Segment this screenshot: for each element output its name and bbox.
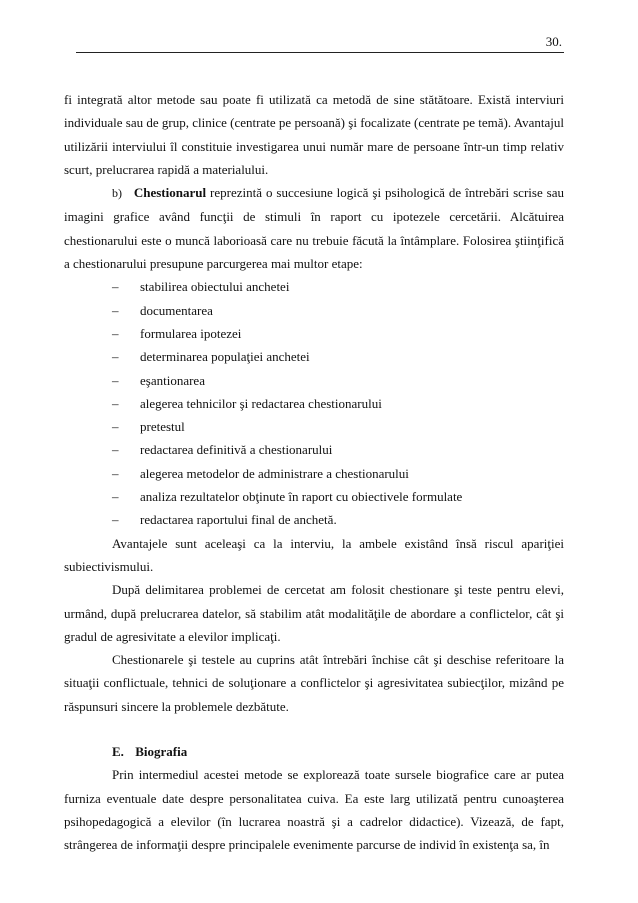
list-dash: – [112, 489, 119, 505]
list-item [64, 345, 564, 368]
section-number: E. [112, 744, 124, 760]
list-item [64, 415, 564, 438]
page-number: 30. [545, 34, 562, 49]
list-dash: – [112, 279, 119, 295]
list-item [64, 462, 564, 485]
paragraph-biografia: Prin intermediul acestei metode se explorează toate sursele biografice care ar putea furniza eventuale date despre personalitatea cuiva. Ea este larg utilizată pentru cunoaşterea psihopedagogică a elevilor (în lucrarea noastră şi a cadrelor didactice). Vizează, de fapt, strângerea de informaţii despre principalele evenimente parcurse de individ în existenţa sa, în [64, 767, 564, 853]
list-dash: – [112, 512, 119, 528]
paragraph-avantaje: Avantajele sunt aceleaşi ca la interviu, la ambele existând însă riscul apariţiei subiectivismului. [64, 535, 564, 574]
list-item [64, 392, 564, 415]
list-item-text: redactarea raportului final de anchetă. [140, 512, 337, 528]
list-item [64, 275, 564, 298]
paragraph-chestionar [64, 181, 564, 275]
paragraph-interviu: fi integrată altor metode sau poate fi utilizată ca metodă de sine stătătoare. Există interviuri individuale sau de grup, clinice (centrate pe persoană) şi focalizate (centrate pe temă). Avantajul utilizării interviului îl constituie investigarea unui număr mare de persoane într-un timp relativ scurt, prelucrarea rapidă a materialului. [64, 92, 564, 177]
list-dash: – [112, 372, 119, 388]
list-item [64, 299, 564, 322]
term-chestionarul: Chestionarul [133, 185, 207, 201]
list-item [64, 508, 564, 531]
list-item [64, 322, 564, 345]
paragraph-chestionare-teste: Chestionarele şi testele au cuprins atât întrebări închise cât şi deschise referitoare la situaţii conflictuale, tehnici de soluţionare a conflictelor şi agresivitatea subiecţilor, mizând pe răspunsuri sincere la problemele dezbătute. [64, 652, 564, 714]
section-heading [64, 740, 564, 763]
header-rule [76, 52, 564, 53]
list-dash: – [112, 419, 119, 435]
list-item-text: analiza rezultatelor obţinute în raport cu obiectivele formulate [140, 489, 463, 505]
list-item-text: alegerea tehnicilor şi redactarea chestionarului [140, 395, 382, 411]
list-item-text: eşantionarea [140, 372, 205, 388]
chestionar-definition: reprezintă o succesiune logică şi psihologică de întrebări scrise sau imagini grafice având funcţii de stimuli în raport cu ipotezele cercetării. Alcătuirea chestionarului este o muncă laborioasă care nu trebuie făcută la întâmplare. Folosirea ştiinţifică a chestionarului presupune parcurgerea mai multor etape: [64, 185, 564, 272]
list-item [64, 369, 564, 392]
paragraph-delimitare: După delimitarea problemei de cercetat am folosit chestionare şi teste pentru elevi, urmând, după prelucrarea datelor, să stabilim atât modalităţile de abordare a conflictelor, cât şi gradul de agresivitate a elevilor implicaţi. [64, 582, 564, 644]
list-item-text: alegerea metodelor de administrare a chestionarului [140, 465, 409, 481]
list-item-text: pretestul [140, 419, 185, 435]
list-dash: – [112, 465, 119, 481]
list-dash: – [112, 442, 119, 458]
list-dash: – [112, 302, 119, 318]
list-dash: – [112, 325, 119, 341]
list-dash: – [112, 395, 119, 411]
steps-list [64, 275, 564, 531]
list-item [64, 485, 564, 508]
item-label: b) [112, 186, 122, 201]
list-item-text: redactarea definitivă a chestionarului [140, 442, 333, 458]
page-body [64, 88, 564, 857]
list-dash: – [112, 349, 119, 365]
list-item-text: formularea ipotezei [140, 325, 242, 341]
list-item [64, 438, 564, 461]
list-item-text: documentarea [140, 302, 213, 318]
section-title: Biografia [135, 744, 188, 760]
list-item-text: determinarea populaţiei anchetei [140, 349, 310, 365]
list-item-text: stabilirea obiectului anchetei [140, 279, 290, 295]
